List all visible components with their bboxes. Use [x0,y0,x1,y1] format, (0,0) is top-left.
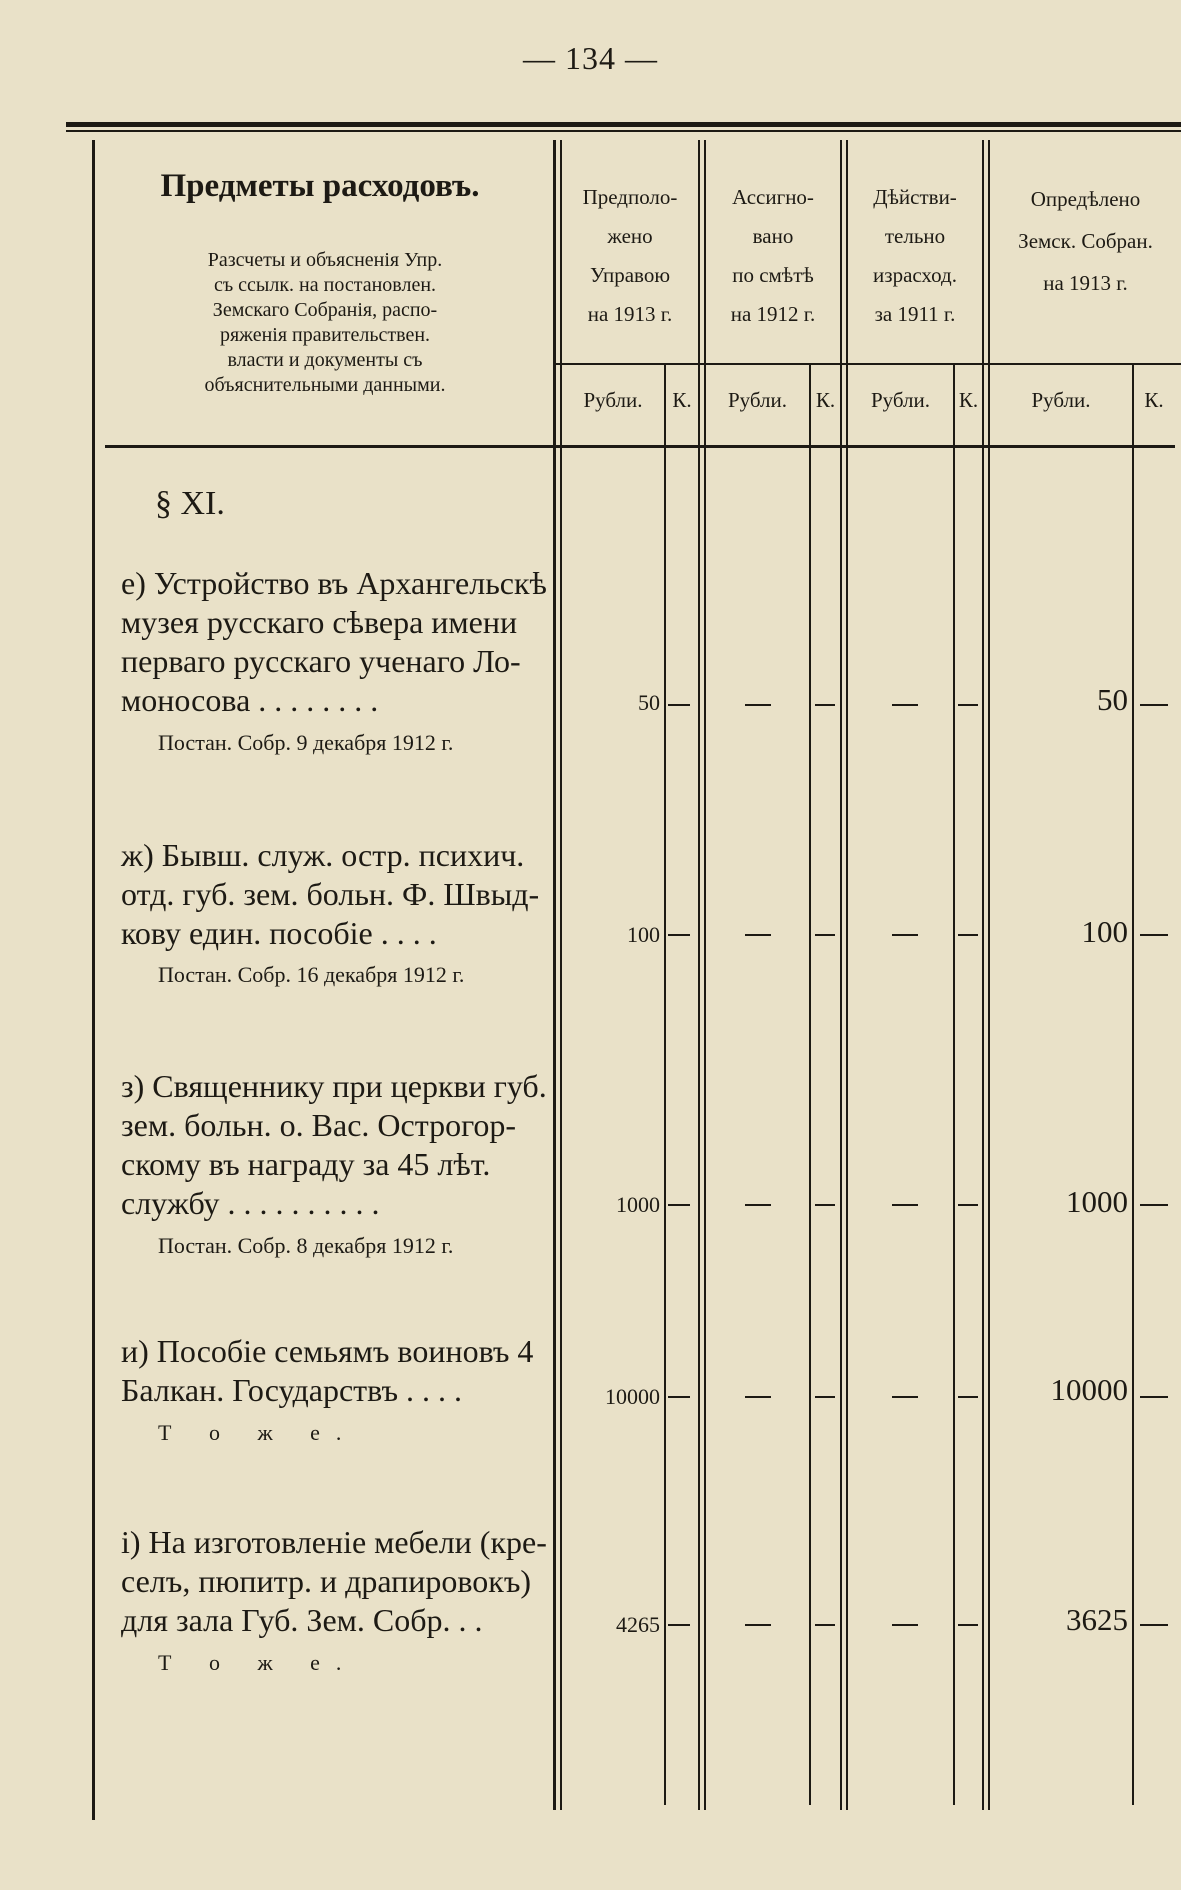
item-line: для зала Губ. Зем. Собр. . . [121,1602,483,1638]
item-description [121,1067,551,1223]
col-header-proposed [562,178,698,334]
item-line: моносова . . . . . . . . [121,682,379,718]
left-border [92,140,95,1820]
item-source: Постан. Собр. 9 декабря 1912 г. [158,730,454,755]
empty-cell-dash [668,1396,690,1398]
empty-cell-dash [668,704,690,706]
proposed-value: 4265 [616,1612,660,1637]
header-bottom-rule [105,445,1175,448]
header-subtitle-line: объяснительными данными. [204,374,446,396]
section-title: § XI. [155,485,225,522]
item-line: и) Пособіе семьямъ воиновъ 4 [121,1333,534,1369]
kopek-divider-3 [953,365,955,1805]
item-line: музея русскаго сѣвера имени [121,604,518,640]
item-line: перваго русскаго ученаго Ло- [121,643,521,679]
empty-cell-dash [745,1396,771,1398]
kopeks-label: К. [1144,388,1164,412]
empty-cell-dash [668,1624,690,1626]
kopeks-label: К. [815,388,836,412]
item-description [121,1523,551,1640]
col-header-line: Дѣйстви- [873,185,957,209]
col-header-line: жено [607,224,653,248]
proposed-value: 50 [638,690,660,715]
empty-cell-dash [892,1204,918,1206]
kopeks-label: К. [672,388,692,412]
col-header-line: Предполо- [582,185,678,209]
col-header-line: вано [752,224,794,248]
header-title: Предметы расходовъ. [160,168,480,204]
col-header-determined [990,178,1181,304]
empty-cell-dash [745,1204,771,1206]
header-subtitle-line: Земскаго Собранія, распо- [212,299,438,321]
kopek-divider-1 [664,365,666,1805]
kopek-divider-2 [809,365,811,1805]
col-header-spent [848,178,982,334]
col-header-assigned [706,178,840,334]
item-line: з) Священнику при церкви губ. [121,1068,547,1104]
empty-cell-dash [958,704,978,706]
empty-cell-dash [815,934,835,936]
top-rule-thin [66,130,1181,132]
item-line: селъ, пюпитр. и драпировокъ) [121,1563,532,1599]
item-line: е) Устройство въ Архангельскѣ [121,565,547,601]
empty-cell-dash [1140,1624,1168,1626]
col-header-line: Управою [589,263,671,287]
determined-value: 1000 [1066,1184,1128,1219]
empty-cell-dash [892,704,918,706]
rubles-label: Рубли. [1031,388,1091,412]
proposed-value: 100 [627,922,660,947]
empty-cell-dash [815,1396,835,1398]
empty-cell-dash [892,934,918,936]
header-subtitle [160,248,490,398]
col-header-line: по смѣтѣ [732,263,814,287]
empty-cell-dash [892,1396,918,1398]
item-line: зем. больн. о. Вас. Острогор- [121,1107,517,1143]
divider-col3 [982,140,984,1810]
divider-col2 [840,140,842,1810]
col-header-line: на 1913 г. [587,302,673,326]
empty-cell-dash [1140,704,1168,706]
item-line: скому въ награду за 45 лѣт. [121,1146,491,1182]
col-header-line: за 1911 г. [874,302,956,326]
empty-cell-dash [1140,1396,1168,1398]
divider-col1 [698,140,700,1810]
rubles-label: Рубли. [727,388,788,412]
header-subtitle-line: власти и документы съ [227,349,423,371]
kopek-divider-4 [1132,365,1134,1805]
col-header-line: на 1912 г. [730,302,816,326]
item-source: Постан. Собр. 8 декабря 1912 г. [158,1233,454,1258]
col-header-line: Ассигно- [732,185,814,209]
header-subtitle-line: съ ссылк. на постановлен. [213,274,437,296]
item-description [121,1332,551,1410]
item-line: і) На изготовленіе мебели (кре- [121,1524,547,1560]
proposed-value: 10000 [605,1384,660,1409]
item-line: Балкан. Государствъ . . . . [121,1372,462,1408]
determined-value: 50 [1097,682,1128,717]
header-sub-rule [556,363,1181,365]
empty-cell-dash [668,1204,690,1206]
determined-value: 3625 [1066,1602,1128,1637]
item-source: Постан. Собр. 16 декабря 1912 г. [158,962,465,987]
empty-cell-dash [958,1204,978,1206]
rubles-label: Рубли. [583,388,643,412]
item-line: кову един. пособіе . . . . [121,915,437,951]
empty-cell-dash [1140,1204,1168,1206]
empty-cell-dash [958,1624,978,1626]
col-header-line: Земск. Собран. [1018,229,1153,253]
item-line: ж) Бывш. служ. остр. психич. [121,837,525,873]
empty-cell-dash [668,934,690,936]
proposed-value: 1000 [616,1192,660,1217]
item-line: отд. губ. зем. больн. Ф. Швыд- [121,876,540,912]
determined-value: 10000 [1050,1372,1128,1407]
item-description [121,836,551,953]
determined-value: 100 [1081,914,1128,949]
empty-cell-dash [745,704,771,706]
empty-cell-dash [1140,934,1168,936]
item-description [121,564,551,720]
item-source: Т о ж е. [158,1650,358,1675]
rubles-label: Рубли. [870,388,931,412]
empty-cell-dash [745,1624,771,1626]
item-source: Т о ж е. [158,1420,358,1445]
header-subtitle-line: Разсчеты и объясненія Упр. [207,249,443,271]
top-rule [66,122,1181,127]
header-subtitle-line: ряженія правительствен. [219,324,431,346]
col-header-line: на 1913 г. [1043,271,1128,295]
empty-cell-dash [815,1624,835,1626]
empty-cell-dash [958,934,978,936]
item-line: службу . . . . . . . . . . [121,1185,380,1221]
col-header-line: Опредѣлено [1030,187,1141,211]
empty-cell-dash [958,1396,978,1398]
kopeks-label: К. [958,388,979,412]
col-header-line: израсход. [873,263,957,287]
empty-cell-dash [815,704,835,706]
empty-cell-dash [745,934,771,936]
col-header-line: тельно [884,224,946,248]
empty-cell-dash [892,1624,918,1626]
empty-cell-dash [815,1204,835,1206]
page-number: — 134 — [523,40,658,76]
